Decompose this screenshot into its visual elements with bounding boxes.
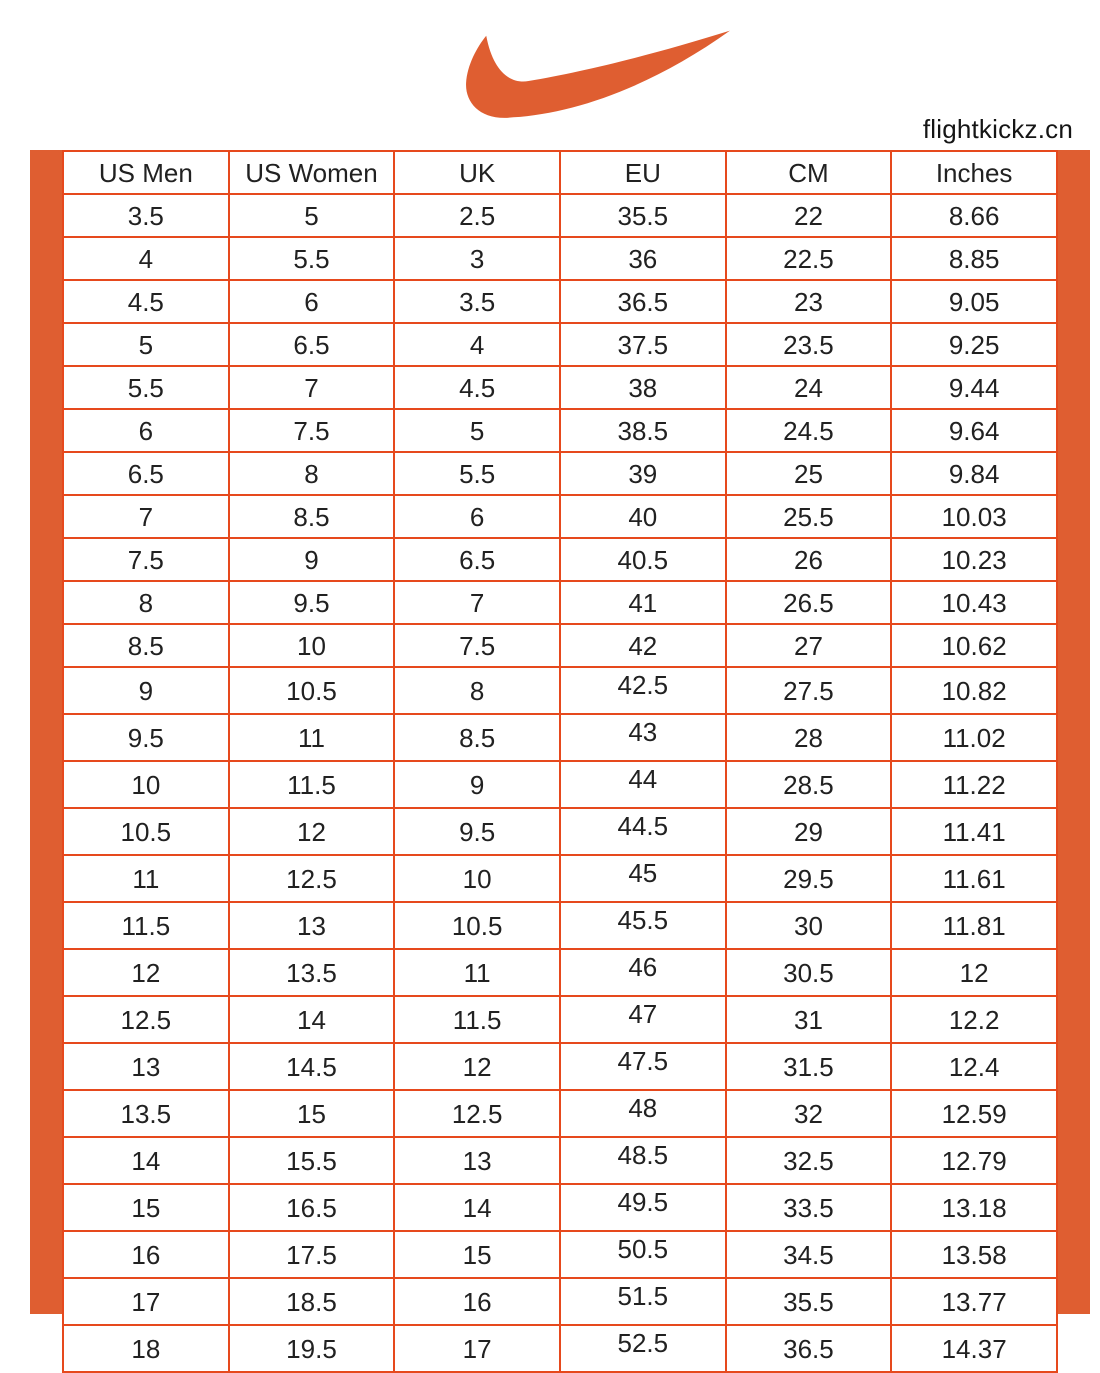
table-cell: 36.5	[726, 1325, 892, 1372]
table-cell: 30	[726, 902, 892, 949]
table-cell: 12	[229, 808, 395, 855]
table-cell: 12	[891, 949, 1057, 996]
table-cell: 11.5	[229, 761, 395, 808]
table-cell: 4.5	[63, 280, 229, 323]
table-cell: 7.5	[63, 538, 229, 581]
table-cell: 10.03	[891, 495, 1057, 538]
table-cell: 29	[726, 808, 892, 855]
table-cell: 37.5	[560, 323, 726, 366]
table-cell: 10.62	[891, 624, 1057, 667]
table-cell: 12.2	[891, 996, 1057, 1043]
table-cell: 10	[394, 855, 560, 902]
table-cell: 7	[229, 366, 395, 409]
table-cell: 45	[560, 855, 726, 902]
table-cell: 8	[394, 667, 560, 714]
table-row	[63, 366, 1057, 409]
table-cell: 10.43	[891, 581, 1057, 624]
table-cell: 4	[394, 323, 560, 366]
table-row	[63, 409, 1057, 452]
website-label: flightkickz.cn	[922, 114, 1073, 144]
table-cell: 12	[63, 949, 229, 996]
table-cell: 17.5	[229, 1231, 395, 1278]
left-accent-bar	[30, 150, 62, 1314]
table-cell: 17	[394, 1325, 560, 1372]
table-row	[63, 194, 1057, 237]
table-cell: 3.5	[394, 280, 560, 323]
table-cell: 10.5	[63, 808, 229, 855]
table-cell: 39	[560, 452, 726, 495]
table-cell: 14.37	[891, 1325, 1057, 1372]
table-cell: 33.5	[726, 1184, 892, 1231]
table-row	[63, 495, 1057, 538]
table-cell: 9.64	[891, 409, 1057, 452]
table-cell: 38	[560, 366, 726, 409]
table-cell: 41	[560, 581, 726, 624]
table-cell: 23.5	[726, 323, 892, 366]
table-cell: 13	[394, 1137, 560, 1184]
column-header: Inches	[891, 151, 1057, 194]
table-row	[63, 996, 1057, 1043]
table-cell: 17	[63, 1278, 229, 1325]
table-row	[63, 538, 1057, 581]
table-cell: 22.5	[726, 237, 892, 280]
table-cell: 12.5	[394, 1090, 560, 1137]
table-row	[63, 280, 1057, 323]
table-row	[63, 1231, 1057, 1278]
table-cell: 16.5	[229, 1184, 395, 1231]
table-cell: 6.5	[229, 323, 395, 366]
table-cell: 27	[726, 624, 892, 667]
size-table-header	[63, 151, 1057, 194]
table-cell: 36	[560, 237, 726, 280]
table-cell: 30.5	[726, 949, 892, 996]
table-cell: 19.5	[229, 1325, 395, 1372]
table-cell: 36.5	[560, 280, 726, 323]
table-row	[63, 1090, 1057, 1137]
table-cell: 5	[229, 194, 395, 237]
table-cell: 49.5	[560, 1184, 726, 1231]
table-row	[63, 1184, 1057, 1231]
table-cell: 32.5	[726, 1137, 892, 1184]
table-cell: 12	[394, 1043, 560, 1090]
table-row	[63, 1325, 1057, 1372]
table-cell: 8.66	[891, 194, 1057, 237]
right-accent-bar	[1058, 150, 1090, 1314]
table-cell: 9.84	[891, 452, 1057, 495]
table-cell: 9	[394, 761, 560, 808]
table-cell: 34.5	[726, 1231, 892, 1278]
table-cell: 6	[229, 280, 395, 323]
table-cell: 29.5	[726, 855, 892, 902]
table-row	[63, 1043, 1057, 1090]
table-cell: 11.61	[891, 855, 1057, 902]
table-cell: 5	[394, 409, 560, 452]
table-cell: 15	[394, 1231, 560, 1278]
table-cell: 31	[726, 996, 892, 1043]
table-cell: 10.5	[394, 902, 560, 949]
table-row	[63, 1278, 1057, 1325]
table-cell: 25.5	[726, 495, 892, 538]
table-cell: 11	[229, 714, 395, 761]
table-cell: 14.5	[229, 1043, 395, 1090]
table-cell: 24.5	[726, 409, 892, 452]
table-cell: 23	[726, 280, 892, 323]
table-row	[63, 237, 1057, 280]
table-cell: 48.5	[560, 1137, 726, 1184]
table-cell: 13.18	[891, 1184, 1057, 1231]
table-row	[63, 902, 1057, 949]
nike-swoosh-icon	[455, 30, 730, 123]
table-cell: 9	[229, 538, 395, 581]
table-cell: 22	[726, 194, 892, 237]
table-cell: 9	[63, 667, 229, 714]
table-cell: 52.5	[560, 1325, 726, 1372]
table-cell: 10	[63, 761, 229, 808]
table-cell: 13.5	[63, 1090, 229, 1137]
table-cell: 43	[560, 714, 726, 761]
table-cell: 8.5	[394, 714, 560, 761]
table-cell: 12.5	[229, 855, 395, 902]
table-cell: 11.41	[891, 808, 1057, 855]
column-header: UK	[394, 151, 560, 194]
table-cell: 5	[63, 323, 229, 366]
table-cell: 31.5	[726, 1043, 892, 1090]
table-cell: 8	[63, 581, 229, 624]
size-table-body	[63, 194, 1057, 1372]
table-cell: 15	[63, 1184, 229, 1231]
table-cell: 10.23	[891, 538, 1057, 581]
table-row	[63, 1137, 1057, 1184]
table-cell: 6.5	[394, 538, 560, 581]
table-cell: 2.5	[394, 194, 560, 237]
column-header: US Women	[229, 151, 395, 194]
table-cell: 35.5	[560, 194, 726, 237]
table-cell: 5.5	[229, 237, 395, 280]
table-cell: 12.79	[891, 1137, 1057, 1184]
table-cell: 45.5	[560, 902, 726, 949]
table-cell: 9.05	[891, 280, 1057, 323]
table-cell: 8.5	[63, 624, 229, 667]
table-row	[63, 624, 1057, 667]
table-row	[63, 761, 1057, 808]
table-row	[63, 667, 1057, 714]
table-cell: 12.59	[891, 1090, 1057, 1137]
table-cell: 10.82	[891, 667, 1057, 714]
table-cell: 38.5	[560, 409, 726, 452]
table-cell: 7.5	[394, 624, 560, 667]
table-cell: 5.5	[63, 366, 229, 409]
table-cell: 15	[229, 1090, 395, 1137]
table-row	[63, 855, 1057, 902]
table-row	[63, 808, 1057, 855]
table-cell: 11.5	[394, 996, 560, 1043]
table-cell: 9.44	[891, 366, 1057, 409]
table-cell: 14	[394, 1184, 560, 1231]
table-cell: 10	[229, 624, 395, 667]
table-cell: 47	[560, 996, 726, 1043]
table-cell: 6.5	[63, 452, 229, 495]
table-cell: 6	[394, 495, 560, 538]
table-cell: 26.5	[726, 581, 892, 624]
table-cell: 40.5	[560, 538, 726, 581]
table-cell: 13	[229, 902, 395, 949]
table-cell: 35.5	[726, 1278, 892, 1325]
table-cell: 5.5	[394, 452, 560, 495]
column-header: US Men	[63, 151, 229, 194]
table-row	[63, 714, 1057, 761]
table-row	[63, 452, 1057, 495]
table-row	[63, 323, 1057, 366]
header-row	[63, 151, 1057, 194]
table-cell: 13.58	[891, 1231, 1057, 1278]
table-cell: 44.5	[560, 808, 726, 855]
table-cell: 9.5	[63, 714, 229, 761]
table-cell: 10.5	[229, 667, 395, 714]
table-row	[63, 581, 1057, 624]
table-cell: 18	[63, 1325, 229, 1372]
table-cell: 6	[63, 409, 229, 452]
table-cell: 8.5	[229, 495, 395, 538]
table-cell: 13.5	[229, 949, 395, 996]
column-header: CM	[726, 151, 892, 194]
table-cell: 11.5	[63, 902, 229, 949]
table-cell: 14	[63, 1137, 229, 1184]
table-cell: 13.77	[891, 1278, 1057, 1325]
table-cell: 27.5	[726, 667, 892, 714]
table-cell: 8.85	[891, 237, 1057, 280]
table-cell: 7	[394, 581, 560, 624]
table-cell: 16	[394, 1278, 560, 1325]
table-cell: 48	[560, 1090, 726, 1137]
table-cell: 50.5	[560, 1231, 726, 1278]
table-cell: 46	[560, 949, 726, 996]
table-cell: 13	[63, 1043, 229, 1090]
table-cell: 12.5	[63, 996, 229, 1043]
table-cell: 4	[63, 237, 229, 280]
table-cell: 24	[726, 366, 892, 409]
table-cell: 25	[726, 452, 892, 495]
table-cell: 9.5	[229, 581, 395, 624]
table-cell: 11	[394, 949, 560, 996]
table-cell: 11.22	[891, 761, 1057, 808]
table-cell: 44	[560, 761, 726, 808]
table-cell: 32	[726, 1090, 892, 1137]
table-cell: 16	[63, 1231, 229, 1278]
size-table	[62, 150, 1058, 1373]
table-row	[63, 949, 1057, 996]
table-cell: 51.5	[560, 1278, 726, 1325]
table-cell: 26	[726, 538, 892, 581]
column-header: EU	[560, 151, 726, 194]
size-chart	[30, 150, 1090, 1364]
table-cell: 11	[63, 855, 229, 902]
table-cell: 42	[560, 624, 726, 667]
table-cell: 7	[63, 495, 229, 538]
table-cell: 42.5	[560, 667, 726, 714]
table-cell: 12.4	[891, 1043, 1057, 1090]
table-cell: 28	[726, 714, 892, 761]
table-cell: 40	[560, 495, 726, 538]
table-cell: 15.5	[229, 1137, 395, 1184]
table-cell: 18.5	[229, 1278, 395, 1325]
table-cell: 9.5	[394, 808, 560, 855]
table-cell: 3.5	[63, 194, 229, 237]
table-cell: 4.5	[394, 366, 560, 409]
table-cell: 47.5	[560, 1043, 726, 1090]
table-cell: 11.02	[891, 714, 1057, 761]
table-cell: 3	[394, 237, 560, 280]
table-cell: 28.5	[726, 761, 892, 808]
table-cell: 7.5	[229, 409, 395, 452]
table-cell: 8	[229, 452, 395, 495]
table-cell: 9.25	[891, 323, 1057, 366]
table-cell: 11.81	[891, 902, 1057, 949]
table-cell: 14	[229, 996, 395, 1043]
